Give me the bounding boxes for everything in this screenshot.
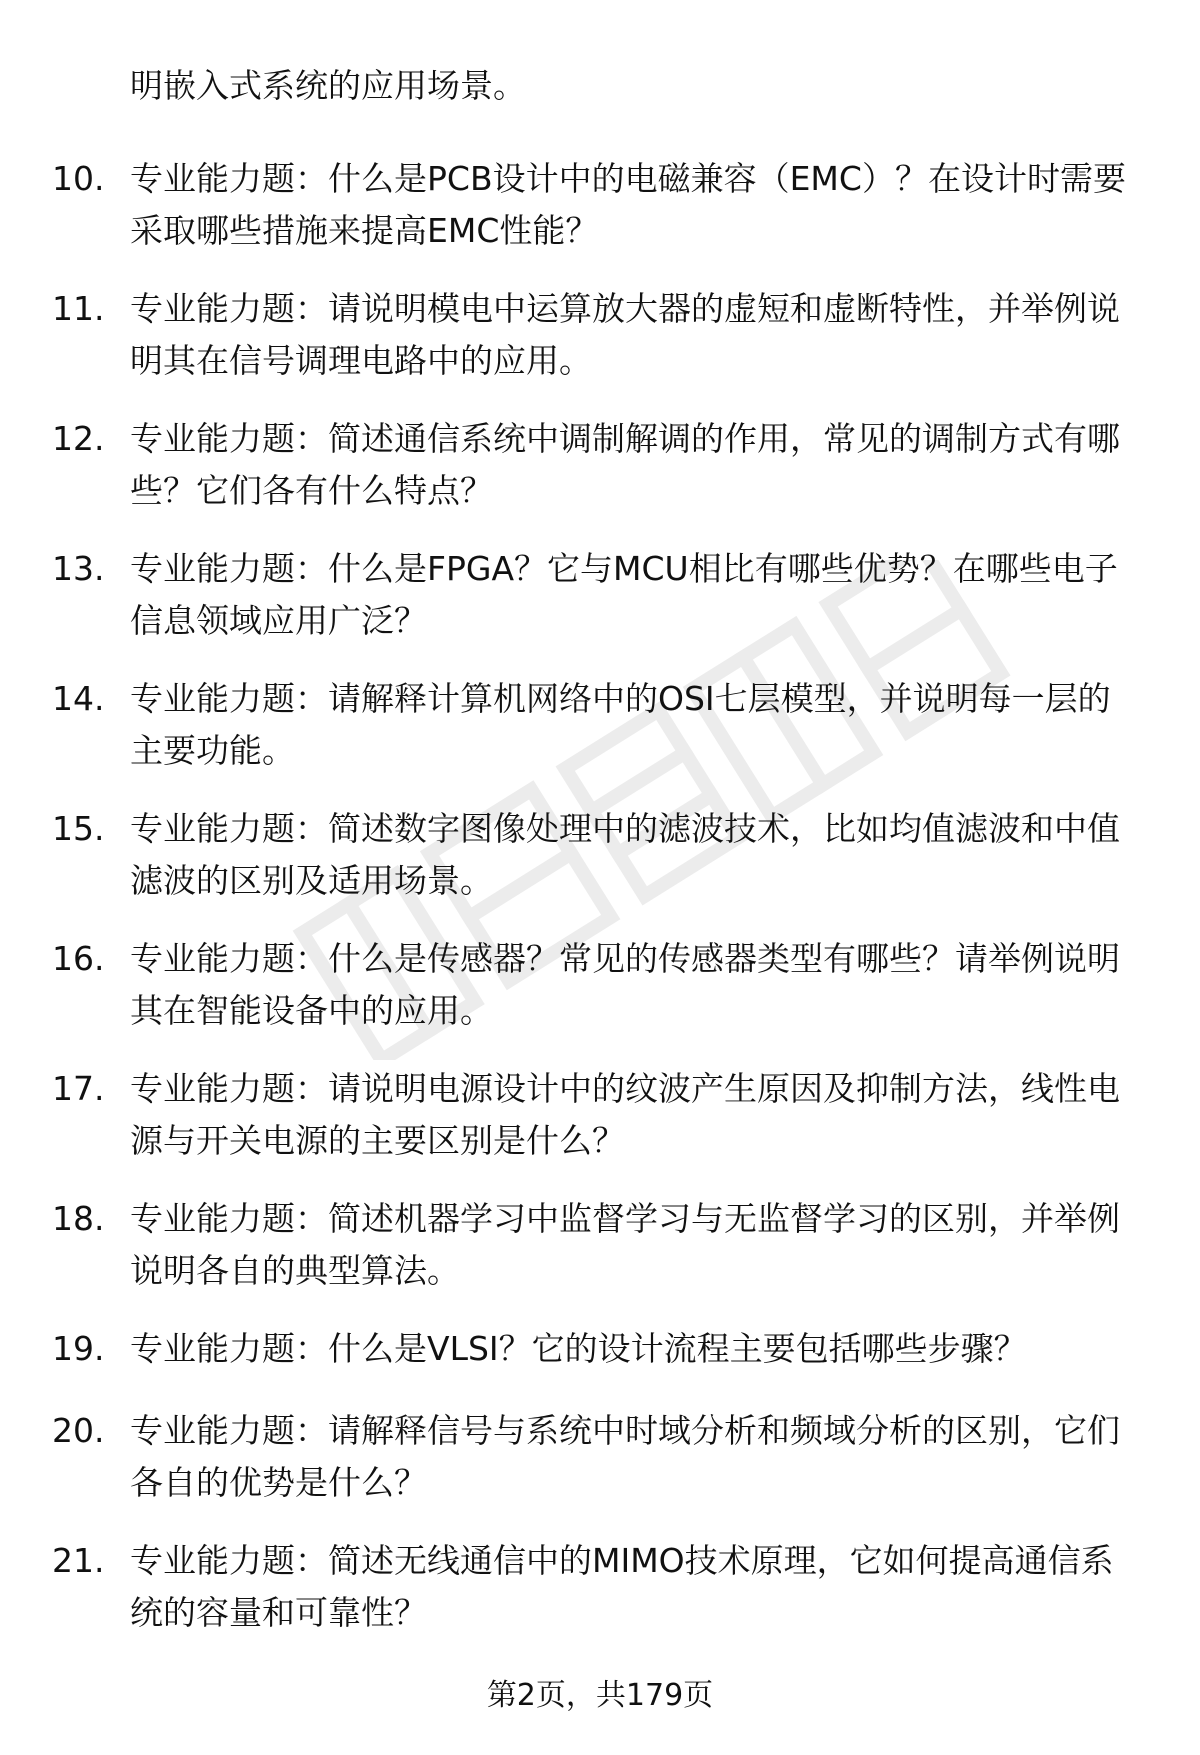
question-text: 专业能力题：简述机器学习中监督学习与无监督学习的区别，并举例说明各自的典型算法。	[130, 1199, 1120, 1290]
question-number: 10.	[52, 159, 105, 198]
question-item	[0, 283, 1200, 413]
question-item	[0, 543, 1200, 673]
question-item	[0, 153, 1200, 283]
question-item	[0, 933, 1200, 1063]
question-number: 21.	[52, 1541, 105, 1580]
question-item	[0, 1535, 1200, 1665]
question-text: 专业能力题：什么是PCB设计中的电磁兼容（EMC）？在设计时需要采取哪些措施来提高EMC性能？	[130, 159, 1126, 250]
question-number: 13.	[52, 549, 105, 588]
question-text: 专业能力题：请说明模电中运算放大器的虚短和虚断特性，并举例说明其在信号调理电路中的应用。	[130, 289, 1120, 380]
question-text: 专业能力题：简述通信系统中调制解调的作用，常见的调制方式有哪些？它们各有什么特点？	[130, 419, 1120, 510]
question-item	[0, 1193, 1200, 1323]
question-number: 14.	[52, 679, 105, 718]
question-text: 专业能力题：简述无线通信中的MIMO技术原理，它如何提高通信系统的容量和可靠性？	[130, 1541, 1114, 1632]
question-text: 专业能力题：请解释信号与系统中时域分析和频域分析的区别，它们各自的优势是什么？	[130, 1411, 1120, 1502]
page-footer: 第2页，共179页	[486, 1678, 714, 1713]
question-number: 15.	[52, 809, 105, 848]
question-item	[0, 803, 1200, 933]
question-list	[0, 153, 1200, 1665]
question-item	[0, 1405, 1200, 1535]
question-text: 专业能力题：请解释计算机网络中的OSI七层模型，并说明每一层的主要功能。	[130, 679, 1111, 770]
question-item	[0, 413, 1200, 543]
question-text: 专业能力题：请说明电源设计中的纹波产生原因及抑制方法，线性电源与开关电源的主要区别是什么？	[130, 1069, 1120, 1160]
question-item	[0, 673, 1200, 803]
question-text: 专业能力题：什么是VLSI？它的设计流程主要包括哪些步骤？	[130, 1329, 1027, 1368]
question-number: 19.	[52, 1329, 105, 1368]
question-number: 18.	[52, 1199, 105, 1238]
question-number: 12.	[52, 419, 105, 458]
question-text: 专业能力题：简述数字图像处理中的滤波技术，比如均值滤波和中值滤波的区别及适用场景。	[130, 809, 1120, 900]
question-item	[0, 1063, 1200, 1193]
question-text: 专业能力题：什么是传感器？常见的传感器类型有哪些？请举例说明其在智能设备中的应用。	[130, 939, 1120, 1030]
question-number: 17.	[52, 1069, 105, 1108]
question-item	[0, 1323, 1200, 1405]
question-number: 20.	[52, 1411, 105, 1450]
question-number: 16.	[52, 939, 105, 978]
continuation-text: 明嵌入式系统的应用场景。	[130, 66, 526, 105]
question-number: 11.	[52, 289, 105, 328]
question-text: 专业能力题：什么是FPGA？它与MCU相比有哪些优势？在哪些电子信息领域应用广泛？	[130, 549, 1118, 640]
